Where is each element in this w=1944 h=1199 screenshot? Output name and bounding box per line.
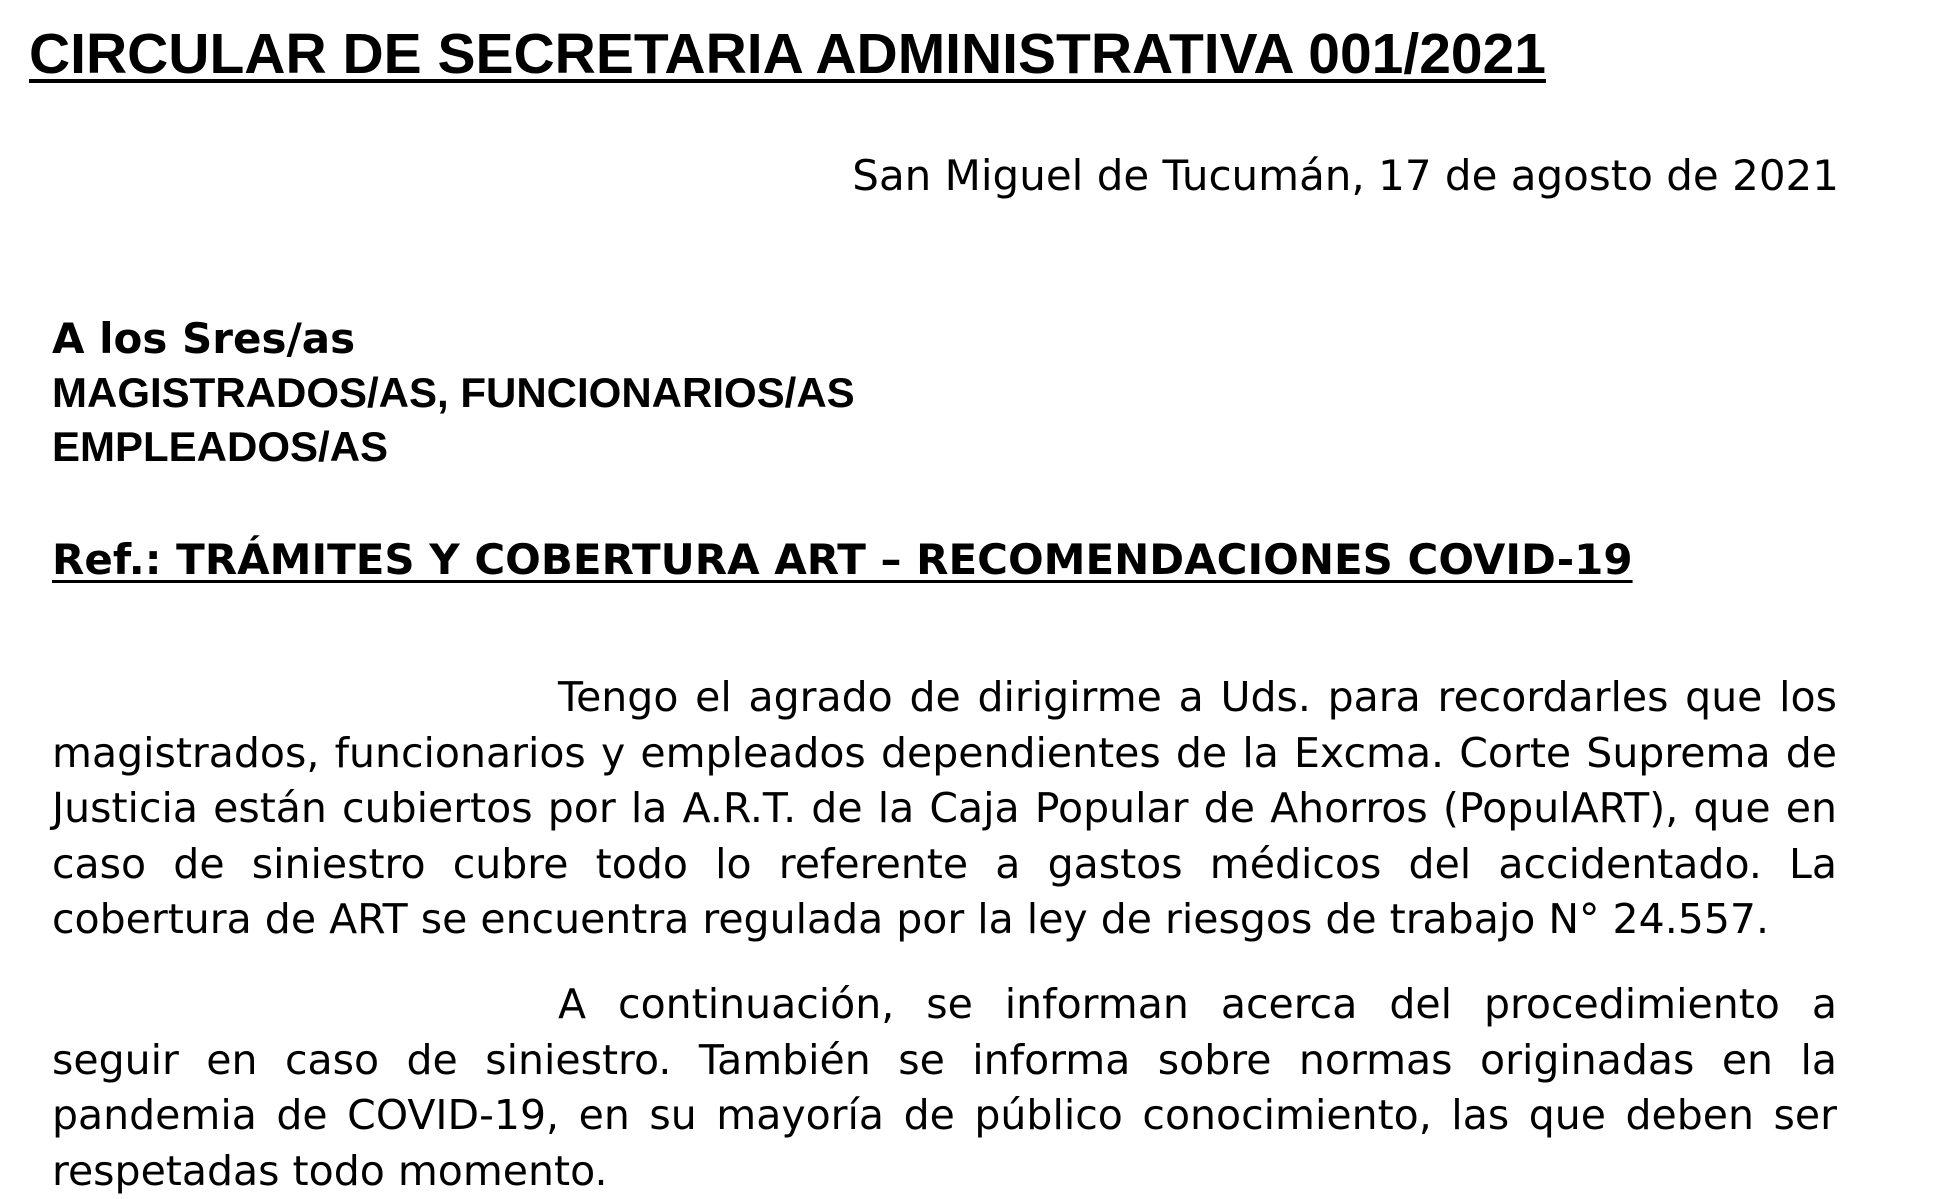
- addressee-employees: EMPLEADOS/AS: [52, 423, 389, 470]
- addressee-magistrates-officials: MAGISTRADOS/AS, FUNCIONARIOS/AS: [52, 369, 855, 416]
- body-paragraph: Tengo el agrado de dirigirme a Uds. para recordarles que los magistrados, funcionarios y empleados dependientes de la Excma. Corte Suprema de Justicia están cubiertos por la A.R.T. de la Caja Popular de Ahorros (PopulART), que en caso de siniestro cubre todo lo referente a gastos médicos del accidentado. La cobertura de ART se encuentra regulada por la ley de riesgos de trabajo N° 24.557.: [52, 673, 1837, 943]
- document-title: CIRCULAR DE SECRETARIA ADMINISTRATIVA 001/2021: [28, 22, 1547, 86]
- reference-line: Ref.: TRÁMITES Y COBERTURA ART – RECOMENDACIONES COVID-19: [52, 535, 1633, 584]
- addressee-block: [52, 312, 855, 474]
- place-and-date: San Miguel de Tucumán, 17 de agosto de 2021: [852, 151, 1839, 200]
- addressee-greeting: A los Sres/as: [52, 314, 356, 363]
- body-paragraph: A continuación, se informan acerca del procedimiento a seguir en caso de siniestro. También se informa sobre normas originadas en la pandemia de COVID-19, en su mayoría de público conocimiento, las que deben ser respetadas todo momento.: [52, 980, 1837, 1195]
